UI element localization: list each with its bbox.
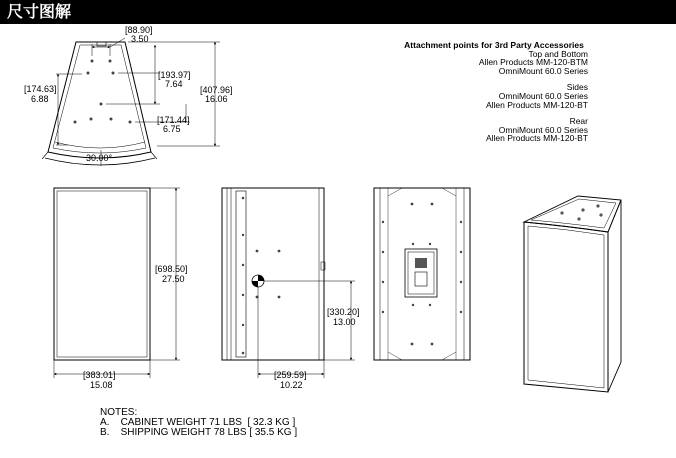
top-front-holes-mm: [193.97] <box>158 70 191 80</box>
top-overall-depth-in: 16.06 <box>205 94 228 104</box>
attachment-line: Allen Products MM-120-BTM <box>478 57 588 68</box>
top-angle: 30.00° <box>86 153 113 163</box>
top-view-outline <box>48 42 151 158</box>
note-text: SHIPPING WEIGHT 78 LBS [ 35.5 KG ] <box>120 427 298 438</box>
top-rear-holes-in: 6.75 <box>163 124 181 134</box>
top-depth-left-mm: [174.63] <box>24 84 57 94</box>
front-height-mm: [698.50] <box>155 264 188 274</box>
attachment-group-label: Top and Bottom <box>528 48 588 59</box>
iso-side-face <box>608 200 621 392</box>
attachment-group-label: Sides <box>566 82 588 93</box>
center-of-gravity-icon <box>252 275 264 287</box>
note-item <box>100 428 297 438</box>
attachment-line: Allen Products MM-120-BT <box>485 133 588 144</box>
top-overall-depth-mm: [407.96] <box>200 85 233 95</box>
notes-block <box>100 408 297 438</box>
top-view-mount-holes <box>74 60 132 124</box>
attachment-line: OmniMount 60.0 Series <box>498 65 588 76</box>
side-depth-mm: [259.59] <box>274 370 307 380</box>
attachment-line: OmniMount 60.0 Series <box>498 90 588 101</box>
note-letter: A. <box>100 417 110 428</box>
iso-mount-holes <box>560 204 602 220</box>
page-title: 尺寸图解 <box>7 2 72 21</box>
rear-view <box>374 188 470 360</box>
attachment-group-label: Rear <box>569 116 588 127</box>
side-depth-in: 10.22 <box>280 380 303 390</box>
notes-title: NOTES: <box>100 407 138 418</box>
isometric-view <box>524 196 621 392</box>
attachment-line: Allen Products MM-120-BT <box>485 99 588 110</box>
front-height-in: 27.50 <box>162 274 185 284</box>
side-view-cabinet <box>222 188 324 360</box>
top-view-grille-arc <box>55 142 145 148</box>
front-width-mm: [383.01] <box>83 370 116 380</box>
front-width-in: 15.08 <box>90 380 113 390</box>
note-text: CABINET WEIGHT 71 LBS [ 32.3 KG ] <box>120 417 296 428</box>
note-letter: B. <box>100 427 110 438</box>
attachment-line: OmniMount 60.0 Series <box>498 124 588 135</box>
top-view <box>42 38 220 166</box>
top-hole-spacing-in: 3.50 <box>131 34 149 44</box>
side-cg-height-mm: [330.20] <box>327 307 360 317</box>
attachment-heading: Attachment points for 3rd Party Accessories <box>404 40 584 50</box>
attachment-group-top-bottom <box>380 50 588 76</box>
rear-terminal-plate <box>405 249 437 297</box>
top-front-holes-in: 7.64 <box>165 79 183 89</box>
top-depth-left-in: 6.88 <box>31 94 49 104</box>
attachment-points-block <box>380 41 588 143</box>
side-cg-height-in: 13.00 <box>333 317 356 327</box>
attachment-group-sides <box>380 83 588 109</box>
title-bar <box>0 0 676 24</box>
top-rear-holes-mm: [171.44] <box>157 115 190 125</box>
iso-front-face <box>524 222 608 392</box>
rear-view-mount-holes <box>382 203 462 346</box>
rear-view-cabinet <box>374 188 470 360</box>
top-hole-spacing-mm: [88.90] <box>125 25 153 35</box>
iso-top-face <box>524 196 621 232</box>
side-view <box>222 188 355 378</box>
front-view-cabinet <box>54 188 150 360</box>
attachment-group-rear <box>380 117 588 143</box>
